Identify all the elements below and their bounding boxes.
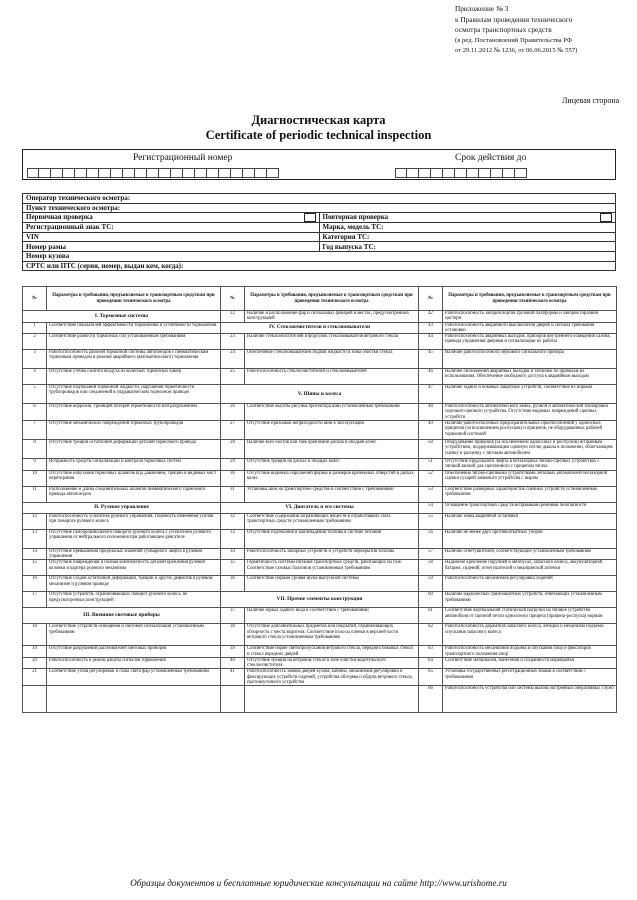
char-cell[interactable]: [87, 168, 99, 178]
table-row: [23, 560, 617, 576]
item-requirement: Отсутствие разрушений рассеивателей световых приборов: [47, 646, 221, 658]
table-row: [23, 624, 617, 646]
col-param-header: Параметры и требования, предъявляемые к транспортным средствам при проведении технического осмотра: [443, 287, 617, 311]
table-row: [23, 311, 617, 323]
item-number: 18: [23, 624, 47, 646]
vehicle-info-table: [22, 193, 616, 271]
item-requirement: [47, 686, 221, 713]
item-number: 57: [419, 548, 443, 560]
item-number: 15: [23, 560, 47, 576]
item-requirement: Работоспособность запоров бортов грузовой платформы и запоров горловин цистерн: [443, 311, 617, 323]
table-row: [23, 686, 617, 713]
col-param-header: Параметры и требования, предъявляемые к транспортным средствам при проведении технического осмотра: [245, 287, 419, 311]
item-requirement: Установка государственных регистрационных знаков в соответствии с требованиями: [443, 669, 617, 686]
appendix-line: (в ред. Постановлений Правительства РФ: [455, 36, 572, 44]
section-header: V. Шины и колеса: [221, 385, 419, 404]
item-number: 21: [23, 669, 47, 686]
table-row: [23, 646, 617, 658]
item-requirement: Работоспособность рабочей тормозной системы автопоездов с пневматическим тормозным приводом в режиме аварийного (автоматического) торможения: [47, 350, 221, 369]
repeat-check-checkbox[interactable]: [600, 213, 612, 222]
item-requirement: Наличие не менее двух противооткатных упоров: [443, 529, 617, 548]
table-row: [23, 350, 617, 369]
item-requirement: Работоспособность механизмов регулировки сидений: [443, 576, 617, 592]
char-cell[interactable]: [455, 168, 467, 178]
item-requirement: Обеспечение стеклоомывателем подачи жидкости в зоны очистки стекла: [245, 350, 419, 369]
item-number: 36: [221, 576, 245, 592]
char-cell[interactable]: [39, 168, 51, 178]
item-number: 13: [23, 529, 47, 548]
item-number: 49: [419, 421, 443, 440]
section-header: VI. Двигатель и его системы: [221, 502, 419, 513]
char-cell[interactable]: [123, 168, 135, 178]
appendix-note: [455, 4, 635, 57]
item-number: 53: [419, 486, 443, 502]
item-requirement: Отсутствие утечек сжатого воздуха из колесных тормозных камер: [47, 369, 221, 385]
item-number: 29: [221, 459, 245, 471]
char-cell[interactable]: [419, 168, 431, 178]
char-cell[interactable]: [75, 168, 87, 178]
item-requirement: Отсутствие устройств, ограничивающих поворот рулевого колеса, не предусмотренных конструкцией: [47, 592, 221, 608]
item-number: 32: [221, 513, 245, 529]
srts-pts-field[interactable]: СРТС или ПТС (серия, номер, выдан кем, когда):: [23, 261, 616, 271]
item-number: 3: [23, 350, 47, 369]
item-number: 17: [23, 592, 47, 608]
item-number: 48: [419, 404, 443, 421]
item-requirement: Установка шин на транспортное средство в соответствии с требованиями: [245, 486, 419, 502]
section-header: III. Внешние световые приборы: [23, 608, 221, 624]
item-number: 52: [419, 470, 443, 486]
item-requirement: Работоспособность аварийных выходов, приборов внутреннего освещения салона, привода управления дверями и сигнализации их работы: [443, 334, 617, 350]
char-cell[interactable]: [395, 168, 407, 178]
item-requirement: Соответствие материалов, нанесения и сохранности маркировки: [443, 657, 617, 669]
char-cell[interactable]: [135, 168, 147, 178]
item-number: 58: [419, 560, 443, 576]
item-requirement: Работоспособность замков дверей кузова, кабины, механизмов регулировки и фиксирующих устройств сидений, устройства обогрева и обдува ветрового стекла, противоугонного устройства: [245, 669, 419, 686]
char-cell[interactable]: [207, 168, 219, 178]
item-requirement: Соответствие показателей эффективности торможения и устойчивости торможения: [47, 322, 221, 334]
item-requirement: Наличие знака аварийной остановки: [443, 513, 617, 529]
item-requirement: Работоспособность автоматического замка, ручной и автоматической блокировки седельно-сцепного устройства. Отсутствие видимых повреждений сцепных устройств: [443, 404, 617, 421]
appendix-line: Приложение № 3: [455, 4, 509, 13]
item-number: 5: [23, 385, 47, 404]
table-row: [23, 486, 617, 502]
item-number: 9: [23, 459, 47, 471]
table-row: [23, 576, 617, 592]
table-row: [23, 592, 617, 608]
item-requirement: Работоспособность держателя запасного колеса, лебедки и механизма подъема-опускания запасного колеса: [443, 624, 617, 646]
operator-field[interactable]: Оператор технического осмотра:: [23, 194, 616, 204]
item-number: 11: [23, 486, 47, 502]
item-requirement: Работоспособность в режим работы сигналов торможения: [47, 657, 221, 669]
section-header: II. Рулевое управление: [23, 502, 221, 513]
table-row: [23, 459, 617, 471]
col-param-header: Параметры и требования, предъявляемые к транспортным средствам при проведении технического осмотра: [47, 287, 221, 311]
registration-number-cells[interactable]: [27, 168, 279, 178]
item-requirement: Работоспособность стеклоочистителей и стеклоомывателей: [245, 369, 419, 385]
item-number: 63: [419, 646, 443, 658]
item-number: 14: [23, 548, 47, 560]
item-requirement: Работоспособность устройства или системы вызова экстренных оперативных служб: [443, 686, 617, 713]
item-requirement: Наличие работоспособных предохранительных приспособлений у одноосных прицепов (за исключением роспусков) и прицепов, не оборудованных рабочей тормозной системой: [443, 421, 617, 440]
item-requirement: Исправность средств сигнализации и контроля тормозных систем: [47, 459, 221, 471]
item-requirement: Отсутствие следов остаточной деформации, трещин и других дефектов в рулевом механизме и рулевом приводе: [47, 576, 221, 592]
item-requirement: Соответствие содержания загрязняющих веществ в отработавших газах транспортных средств установленным требованиям: [245, 513, 419, 529]
item-number: 12: [23, 513, 47, 529]
item-number: 44: [419, 334, 443, 350]
char-cell[interactable]: [503, 168, 515, 178]
registration-number-label: Регистрационный номер: [133, 153, 233, 163]
item-number: 10: [23, 470, 47, 486]
item-number: 4: [23, 369, 47, 385]
inspection-point-field[interactable]: Пункт технического осмотра:: [23, 203, 616, 213]
expiry-date-cells[interactable]: [395, 168, 527, 178]
char-cell[interactable]: [195, 168, 207, 178]
item-number: 7: [23, 421, 47, 440]
table-row: [23, 529, 617, 548]
item-number: 66: [419, 686, 443, 713]
item-number: 62: [419, 624, 443, 646]
reg-sign-field[interactable]: Регистрационный знак ТС:: [23, 223, 320, 233]
item-requirement: Отсутствие подтекания и каплепадения топлива в системе питания: [245, 529, 419, 548]
item-number: 47: [419, 385, 443, 404]
appendix-line: к Правилам проведения технического: [455, 14, 573, 24]
face-side-label: Лицевая сторона: [562, 96, 620, 105]
char-cell[interactable]: [431, 168, 443, 178]
item-number: 34: [221, 548, 245, 560]
category-field[interactable]: Категория ТС:: [319, 232, 616, 242]
item-requirement: Наличие обозначений аварийных выходов и табличек по правилам их использования. Обеспечение свободного доступа к аварийным выходам: [443, 369, 617, 385]
item-number: 40: [221, 657, 245, 669]
char-cell[interactable]: [147, 168, 159, 178]
item-number: 35: [221, 560, 245, 576]
item-number: 39: [221, 646, 245, 658]
item-requirement: Работоспособность усилителя рулевого управления. Плавность изменения усилия при повороте рулевого колеса: [47, 513, 221, 529]
item-number: 54: [419, 502, 443, 513]
item-number: 65: [419, 669, 443, 686]
char-cell[interactable]: [51, 168, 63, 178]
char-cell[interactable]: [111, 168, 123, 178]
item-number: 59: [419, 576, 443, 592]
section-header: VII. Прочие элементы конструкции: [221, 592, 419, 608]
item-number: 30: [221, 470, 245, 486]
item-requirement: Отсутствие механических повреждений тормозных трубопроводов: [47, 421, 221, 440]
item-number: 42: [419, 311, 443, 323]
item-requirement: Оснащение транспортных средств исправными ремнями безопасности: [443, 502, 617, 513]
item-number: 6: [23, 404, 47, 421]
section-header: IV. Стеклоочистители и стеклоомыватели: [221, 322, 419, 334]
item-number: [221, 686, 245, 713]
item-requirement: Соответствие норме светопропускания ветрового стекла, передних боковых стекол и стекол передних дверей: [245, 646, 419, 658]
table-row: [23, 369, 617, 385]
item-number: 51: [419, 459, 443, 471]
table-row: [23, 470, 617, 486]
item-number: 61: [419, 608, 443, 624]
char-cell[interactable]: [219, 168, 231, 178]
primary-check-row: [23, 213, 320, 223]
table-row: [23, 334, 617, 350]
item-requirement: Соответствие устройств освещения и световой сигнализации установленным требованиям: [47, 624, 221, 646]
item-number: 60: [419, 592, 443, 608]
col-no-header: №: [221, 287, 245, 311]
item-number: 28: [221, 440, 245, 459]
item-number: 38: [221, 624, 245, 646]
item-requirement: Отсутствие повреждения и полная комплектность деталей крепления рулевой колонки и картера рулевого механизма: [47, 560, 221, 576]
item-requirement: Работоспособность механизмов подъема и опускания опор и фиксаторов транспортного положения опор: [443, 646, 617, 658]
char-cell[interactable]: [467, 168, 479, 178]
char-cell[interactable]: [407, 168, 419, 178]
item-number: 26: [221, 404, 245, 421]
item-requirement: Соответствие разности тормозных сил установленным требованиям: [47, 334, 221, 350]
item-requirement: Отсутствие продольного люфта в беззазорных тягово-сцепных устройствах с тяговой вилкой для сцепленного с прицепом тягача: [443, 459, 617, 471]
appendix-line: осмотра транспортных средств: [455, 25, 552, 34]
document-title-en: Certificate of periodic technical inspection: [205, 128, 432, 142]
expiry-date-label: Срок действия до: [455, 153, 527, 163]
table-row: [23, 421, 617, 440]
item-requirement: Отсутствие дополнительных предметов или покрытий, ограничивающих обзорность с места водителя. Соответствие полосы пленки в верхней части ветрового стекла установленным требованиям: [245, 624, 419, 646]
table-row: [23, 513, 617, 529]
item-number: 19: [23, 646, 47, 658]
char-cell[interactable]: [243, 168, 255, 178]
item-requirement: Наличие зеркал заднего вида в соответствии с требованиями: [245, 608, 419, 624]
item-number: 56: [419, 529, 443, 548]
char-cell[interactable]: [267, 168, 279, 178]
table-row: [23, 404, 617, 421]
item-number: 16: [23, 576, 47, 592]
item-requirement: Оборудование прицепов (за исключением одноосных и роспусков) исправным устройством, поддерживающим сцепную петлю дышла в положении, облегчающем сцепку и расцепку с тяговым автомобилем: [443, 440, 617, 459]
make-model-field[interactable]: Марка, модель ТС:: [319, 223, 616, 233]
document-title-ru: Диагностическая карта: [251, 113, 386, 127]
item-number: 64: [419, 657, 443, 669]
item-number: 31: [221, 486, 245, 502]
char-cell[interactable]: [171, 168, 183, 178]
item-requirement: Наличие надколесных грязезащитных устройств, отвечающих установленным требованиям: [443, 592, 617, 608]
item-number: 43: [419, 322, 443, 334]
registration-box: [22, 149, 616, 180]
char-cell[interactable]: [27, 168, 39, 178]
inspection-parameters-table: [22, 286, 617, 713]
item-requirement: Соответствие углов регулировки и силы света фар установленным требованиям: [47, 669, 221, 686]
item-number: 23: [221, 334, 245, 350]
table-row: [23, 502, 617, 513]
table-row: [23, 657, 617, 669]
item-number: 27: [221, 421, 245, 440]
repeat-check-label: Повторная проверка: [322, 213, 389, 222]
char-cell[interactable]: [491, 168, 503, 178]
item-number: 22: [221, 311, 245, 323]
item-number: 50: [419, 440, 443, 459]
item-requirement: [245, 686, 419, 713]
char-cell[interactable]: [443, 168, 455, 178]
item-requirement: Наличие задних и боковых защитных устройств, соответствие их нормам: [443, 385, 617, 404]
table-header-row: [23, 287, 617, 311]
repeat-check-row: [319, 213, 616, 223]
char-cell[interactable]: [255, 168, 267, 178]
table-row: [23, 669, 617, 686]
item-requirement: Отсутствие коррозии, грозящей потерей герметичности или разрушением: [47, 404, 221, 421]
item-number: 46: [419, 369, 443, 385]
item-number: 45: [419, 350, 443, 369]
frame-number-field[interactable]: Номер рамы: [23, 242, 320, 252]
item-requirement: Отсутствие трещин на дисках и ободьях колес: [245, 459, 419, 471]
table-row: [23, 440, 617, 459]
item-requirement: Отсутствие трещин на ветровом стекле в зоне очистки водительского стеклоочистителя: [245, 657, 419, 669]
item-requirement: Обеспечение тягово-сцепными устройствами легковых автомобилей беззазорной сцепки сухарей замкового устройства с шаром: [443, 470, 617, 486]
item-requirement: Соответствие нормам уровня шума выпускной системы: [245, 576, 419, 592]
item-requirement: Герметичность системы питания транспортных средств, работающих на газе. Соответствие газовых баллонов установленным требованиям: [245, 560, 419, 576]
item-number: 8: [23, 440, 47, 459]
footer-note: Образцы документов и бесплатные юридические консультации на сайте http://www.urishome.ru: [130, 878, 507, 888]
item-requirement: Отсутствие видимых нарушений формы и размеров крепежных отверстий в дисках колес: [245, 470, 419, 486]
item-requirement: Соответствие высоты рисунка протектора шин установленным требованиям: [245, 404, 419, 421]
item-requirement: Наличие работоспособного звукового сигнального прибора: [443, 350, 617, 369]
char-cell[interactable]: [183, 168, 195, 178]
item-requirement: Наличие всех болтов или гаек крепления дисков и ободьев колес: [245, 440, 419, 459]
section-header: I. Тормозные системы: [23, 311, 221, 323]
col-no-header: №: [23, 287, 47, 311]
item-number: 2: [23, 334, 47, 350]
col-no-header: №: [419, 287, 443, 311]
item-number: 33: [221, 529, 245, 548]
char-cell[interactable]: [479, 168, 491, 178]
item-requirement: Отсутствие признаков непригодности шин к эксплуатации: [245, 421, 419, 440]
table-row: [23, 322, 617, 334]
item-number: 55: [419, 513, 443, 529]
item-requirement: Наличие огнетушителей, соответствующих установленным требованиям: [443, 548, 617, 560]
char-cell[interactable]: [515, 168, 527, 178]
table-row: [23, 548, 617, 560]
item-number: [23, 686, 47, 713]
year-field[interactable]: Год выпуска ТС:: [319, 242, 616, 252]
vin-field[interactable]: VIN: [23, 232, 320, 242]
item-number: 37: [221, 608, 245, 624]
item-requirement: Отсутствие набухания тормозных шлангов под давлением, трещин и видимых мест перетирания: [47, 470, 221, 486]
item-requirement: Работоспособность запорных устройств и устройств перекрытия топлива: [245, 548, 419, 560]
item-number: 20: [23, 657, 47, 669]
body-number-field[interactable]: Номер кузова: [23, 251, 616, 261]
primary-check-label: Первичная проверка: [26, 213, 93, 222]
item-requirement: Отсутствие подтеканий тормозной жидкости, нарушения герметичности трубопроводов или соединений в гидравлическом тормозном приводе: [47, 385, 221, 404]
item-requirement: Наличие и расположение фар и сигнальных фонарей в местах, предусмотренных конструкцией: [245, 311, 419, 323]
item-requirement: Отсутствие трещин остаточной деформации деталей тормозного привода: [47, 440, 221, 459]
item-requirement: Надежное крепление поручней в автобусах, запасного колеса, аккумуляторной батареи, сидений, огнетушителей и медицинской аптечки: [443, 560, 617, 576]
char-cell[interactable]: [63, 168, 75, 178]
char-cell[interactable]: [231, 168, 243, 178]
item-requirement: Соответствие вертикальной статической нагрузки на тяговое устройство автомобиля от сцепной петли одноосного прицепа (прицепа-роспуска) нормам: [443, 608, 617, 624]
item-requirement: Наличие стеклоочистителей и форсунок стеклоомывателя ветрового стекла: [245, 334, 419, 350]
item-requirement: Расположение и длина соединительных шлангов пневматического тормозного привода автопоездов: [47, 486, 221, 502]
item-number: 41: [221, 669, 245, 686]
item-requirement: Соответствие размерных характеристик сцепных устройств установленным требованиям: [443, 486, 617, 502]
item-number: 1: [23, 322, 47, 334]
char-cell[interactable]: [159, 168, 171, 178]
table-row: [23, 385, 617, 404]
item-number: 25: [221, 369, 245, 385]
table-row: [23, 608, 617, 624]
char-cell[interactable]: [99, 168, 111, 178]
item-requirement: Отсутствие превышения предельных значений суммарного люфта в рулевом управлении: [47, 548, 221, 560]
item-requirement: Отсутствие самопроизвольного поворота рулевого колеса с усилителем рулевого управления от нейтрального положения при работающем двигателе: [47, 529, 221, 548]
primary-check-checkbox[interactable]: [304, 213, 316, 222]
item-number: 24: [221, 350, 245, 369]
appendix-line: от 29.11.2012 № 1236, от 06.06.2015 № 557): [455, 47, 578, 54]
item-requirement: Работоспособность аварийного выключателя дверей и сигнала требования остановки: [443, 322, 617, 334]
